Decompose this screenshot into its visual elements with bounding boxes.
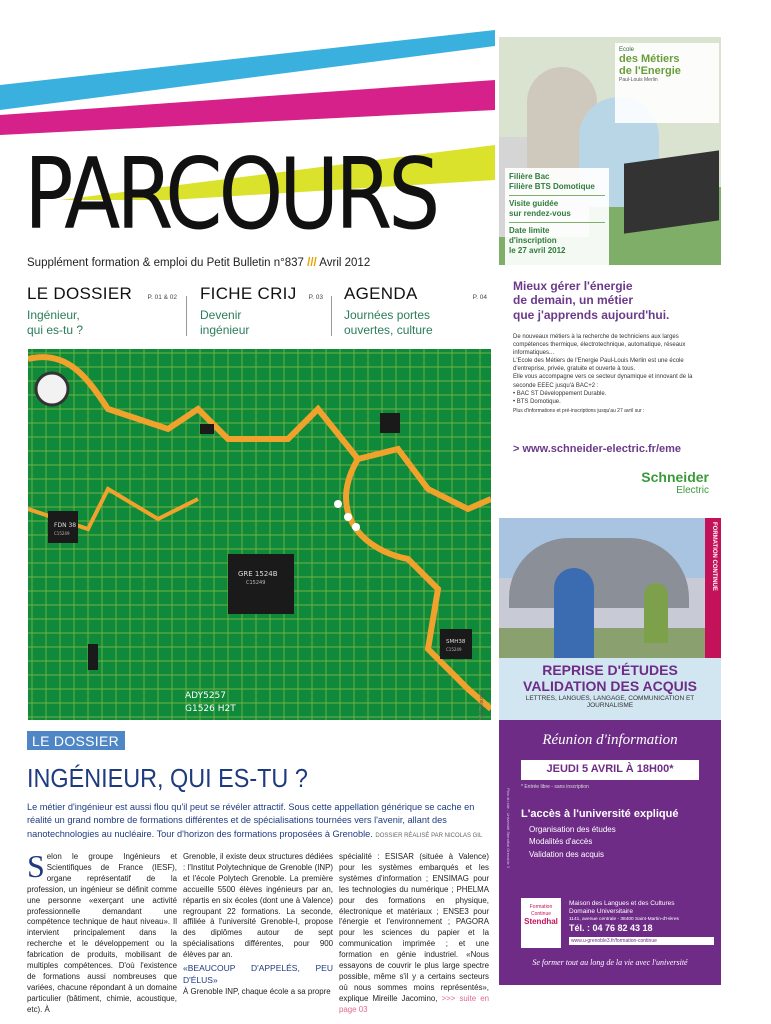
article-column-2 bbox=[183, 852, 333, 997]
board-label: ADY5257 bbox=[185, 691, 226, 701]
component bbox=[200, 424, 214, 434]
byline: DOSSIER RÉALISÉ PAR NICOLAS GIL bbox=[375, 832, 483, 839]
nav-sub-2: qui es-tu ? bbox=[27, 323, 84, 337]
nav-pages: P. 04 bbox=[472, 294, 487, 301]
photo-cyclist bbox=[554, 568, 594, 658]
brand: Electric bbox=[676, 485, 709, 496]
column-text: À Grenoble INP, chaque école a sa propre bbox=[183, 986, 331, 996]
logo-text: Ecole bbox=[619, 47, 635, 53]
info-line: Plus d'informations et pré-inscriptions jusqu'au 27 avril sur : bbox=[513, 407, 645, 414]
ad-title: VALIDATION DES ACQUIS bbox=[523, 678, 697, 694]
subhead: «BEAUCOUP D'APPELÉS, PEU D'ÉLUS» bbox=[183, 963, 333, 985]
bullet: Elle vous accompagne vers ce secteur dynamique et innovant de la seconde EEEC jusqu'à BAC+2 : bbox=[513, 374, 693, 389]
schneider-logo bbox=[623, 469, 709, 496]
school-logo bbox=[615, 43, 719, 123]
slogan-line: de demain, un métier bbox=[513, 293, 634, 308]
board-label: G1526 H2T bbox=[185, 704, 236, 714]
ad-bottom-slogan: Se former tout au long de la vie avec l'université bbox=[532, 958, 688, 967]
photo-cyclist bbox=[644, 583, 668, 643]
issue-date: Avril 2012 bbox=[319, 257, 371, 269]
contact-line: Domaine Universitaire bbox=[569, 908, 633, 916]
logo-text: des Métiers bbox=[619, 53, 680, 65]
access-list bbox=[529, 824, 616, 861]
contact-block bbox=[569, 900, 714, 945]
nav-dossier[interactable] bbox=[27, 284, 177, 340]
nav-pages: P. 03 bbox=[308, 294, 323, 301]
nav-fiche-crij[interactable] bbox=[200, 284, 323, 340]
access-heading: L'accès à l'université expliqué bbox=[521, 808, 679, 820]
lead-text: Le métier d'ingénieur est aussi flou qu'il peut se révéler attractif. Sous cette appellation générique se cache en réalité un grand nombre de formations différentes et de spécialisations tournées vers l'avenir, allant des nanotechnologies au nucléaire. Tour d'horizon des formations proposées à Grenoble. bbox=[27, 802, 475, 839]
photo-credit: © Aly Kousar bbox=[479, 691, 485, 720]
chip-label: C15249 bbox=[446, 647, 462, 652]
masthead-title: PARCOURS bbox=[24, 138, 437, 252]
dropcap: S bbox=[27, 848, 45, 884]
circuit-board-illustration bbox=[28, 349, 491, 720]
via bbox=[352, 523, 360, 531]
nav-title: FICHE CRIJ bbox=[200, 284, 297, 303]
component bbox=[380, 413, 400, 433]
reunion-note: * Entrée libre - sans inscription bbox=[521, 784, 589, 790]
slashes: /// bbox=[307, 257, 317, 269]
nav-divider bbox=[331, 296, 332, 336]
ad-university[interactable] bbox=[499, 518, 721, 985]
reunion-title: Réunion d'information bbox=[542, 732, 678, 748]
contact-web[interactable]: www.u-grenoble3.fr/formation-continue bbox=[569, 937, 714, 946]
slogan-line: que j'apprends aujourd'hui. bbox=[513, 307, 670, 322]
contact-line: 1141, avenue centrale - 38400 Saint-Martin-d'Hères bbox=[569, 916, 679, 922]
filiere: Filière Bac bbox=[509, 172, 550, 181]
chip-label: GRE 1524B bbox=[238, 570, 278, 578]
access-item: Validation des acquis bbox=[529, 849, 605, 859]
ad-title: REPRISE D'ÉTUDES bbox=[542, 662, 678, 678]
brand: Schneider bbox=[641, 469, 709, 485]
component bbox=[88, 644, 98, 670]
supplement-line bbox=[27, 257, 370, 269]
logo-text: Formation bbox=[529, 904, 553, 910]
logo-text: Paul-Louis Merlin bbox=[619, 77, 658, 83]
nav-divider bbox=[186, 296, 187, 336]
nav-sub-2: ingénieur bbox=[200, 323, 250, 337]
bullet: L'Ecole des Métiers de l'Energie Paul-Louis Merlin est une école d'entreprise, privée, gratuite et ouverte à tous. bbox=[513, 358, 684, 373]
ad-url[interactable]: > www.schneider-electric.fr/eme bbox=[513, 443, 682, 455]
bullet: • BTS Domotique. bbox=[513, 398, 561, 405]
deadline: le 27 avril 2012 bbox=[509, 246, 566, 255]
laptop-icon bbox=[624, 150, 719, 233]
chip-label: C15249 bbox=[246, 580, 266, 586]
deadline: Date limite bbox=[509, 226, 550, 235]
continued-link[interactable]: >>> suite en page 03 bbox=[339, 993, 489, 1014]
mounting-hole bbox=[36, 373, 68, 405]
nav-pages: P. 01 & 02 bbox=[147, 294, 177, 301]
nav-agenda[interactable] bbox=[344, 284, 487, 340]
nav-sub-1: Journées portes bbox=[344, 308, 431, 322]
nav-sub-1: Devenir bbox=[200, 308, 242, 322]
nav-sub-2: ouvertes, culture bbox=[344, 323, 433, 337]
stendhal-logo bbox=[521, 898, 561, 948]
bullet: • BAC ST Développement Durable. bbox=[513, 390, 607, 397]
deadline: d'inscription bbox=[509, 236, 557, 245]
side-label: FORMATION CONTINUE bbox=[711, 522, 717, 591]
via bbox=[334, 500, 342, 508]
contact-line: Maison des Langues et des Cultures bbox=[569, 900, 675, 907]
ad-fields: LETTRES, LANGUES, LANGAGE, COMMUNICATION ET JOURNALISME bbox=[525, 695, 695, 709]
column-text: spécialité : ESISAR (située à Valence) pour les systèmes embarqués et les systèmes d'information ; ENSIMAG pour les technologies du numérique ; PHELMA pour des formations en physique, électronique et matériaux ; ENSE3 pour l'énergie et l'environnement ; PAGORA pour les sciences du papier et la communication imprimée ; et une formation en génie industriel. «Nous essayons de couvrir le plus large spectre possible, même s'il y a certains secteurs où nous sommes moins représentés», explique Mireille Jacomino, bbox=[339, 852, 489, 1003]
article-headline: INGÉNIEUR, QUI ES-TU ? bbox=[27, 763, 308, 793]
access-item: Modalités d'accès bbox=[529, 837, 593, 847]
logo-text: Stendhal bbox=[524, 917, 558, 926]
supplement-text: Supplément formation & emploi du Petit Bulletin n°837 bbox=[27, 257, 304, 269]
ad-info-box bbox=[505, 168, 609, 265]
article-column-3 bbox=[339, 852, 489, 1016]
chip-label: FDN 38 bbox=[54, 522, 77, 529]
nav-title: LE DOSSIER bbox=[27, 284, 133, 303]
dossier-tag: LE DOSSIER bbox=[27, 731, 125, 750]
nav-sub-1: Ingénieur, bbox=[27, 308, 80, 322]
reunion-date: JEUDI 5 AVRIL À 18H00* bbox=[521, 760, 699, 780]
column-text: elon le groupe Ingénieurs et Scientifiques de France (IESF), organe représentatif de la profession, un ingénieur se définit comme une personne «exerçant une activité professionnelle demandant une compétence technique de haut niveau». Il intervient principalement dans la recherche et le développement ou la fabrication de produits, mobilisant de multiples compétences. D'où l'existence de formations aussi nombreuses que variées, chacune répondant à un domaine particulier (bâtiment, chimie, acoustique, etc). À bbox=[27, 852, 177, 1014]
chip-label: C15249 bbox=[54, 531, 70, 536]
ad-bullets bbox=[513, 333, 713, 415]
column-text: Grenoble, il existe deux structures dédiées : l'Institut Polytechnique de Grenoble (INP) et l'école Polytech Grenoble. La première accueille 5500 élèves ingénieurs par an, répartis en six écoles (dont une à Valence) regroupant 22 formations. La seconde, affiliée à l'université Grenoble-I, propose des diplômes autour de sept spécialisations différentes, pour 900 élèves par an. bbox=[183, 852, 333, 960]
article-lead bbox=[27, 801, 487, 841]
ad-title-box bbox=[499, 658, 721, 720]
access-item: Organisation des études bbox=[529, 825, 616, 834]
slogan-line: Mieux gérer l'énergie bbox=[513, 279, 633, 293]
logo-text: Continue bbox=[530, 910, 551, 917]
ad-slogan bbox=[513, 279, 669, 322]
ad-photo bbox=[499, 37, 721, 265]
bullet: De nouveaux métiers à la recherche de techniciens aux larges compétences thermique, électrotechnique, automatique, réseaux informatiques... bbox=[513, 334, 686, 357]
visit-info: sur rendez-vous bbox=[509, 209, 571, 218]
contact-phone: Tél. : 04 76 82 43 18 bbox=[569, 923, 653, 934]
article-column-1 bbox=[27, 848, 177, 1016]
vertical-text: Plan du site - Université Stendhal Grenoble 3 bbox=[506, 788, 511, 869]
visit-info: Visite guidée bbox=[509, 199, 559, 208]
logo-text: de l'Energie bbox=[619, 65, 681, 77]
ad-energy-school[interactable] bbox=[499, 37, 721, 518]
filiere: Filière BTS Domotique bbox=[509, 182, 595, 191]
via bbox=[344, 513, 352, 521]
nav-title: AGENDA bbox=[344, 284, 418, 303]
chip-label: SMH38 bbox=[446, 639, 466, 645]
